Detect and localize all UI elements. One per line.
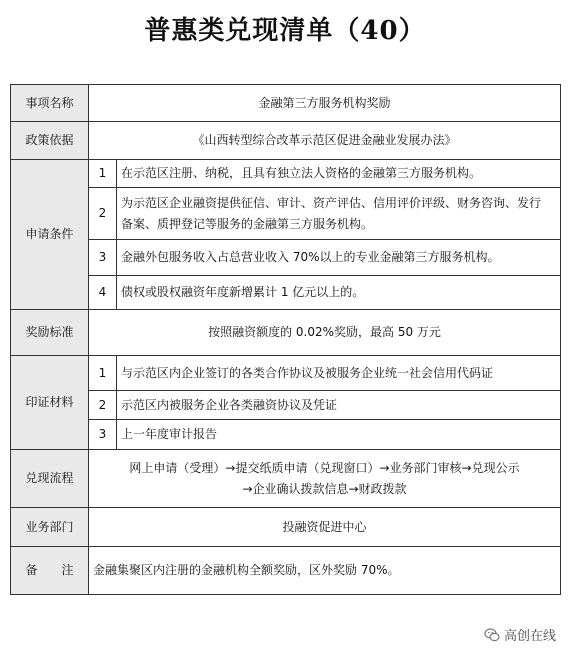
wechat-icon: [484, 627, 500, 643]
material-text: 上一年度审计报告: [117, 420, 561, 450]
row-standard: [11, 310, 561, 356]
remark-value: 金融集聚区内注册的金融机构全额奖励，区外奖励 70%。: [89, 547, 561, 595]
condition-text: 金融外包服务收入占总营业收入 70%以上的专业金融第三方服务机构。: [117, 240, 561, 276]
page-title: 普惠类兑现清单（40）: [144, 16, 426, 46]
process-value: [89, 450, 561, 508]
condition-number: 4: [89, 276, 117, 310]
condition-text-line: 为示范区企业融资提供征信、审计、资产评估、信用评价评级、财务咨询、发行: [121, 195, 542, 210]
material-row: [11, 391, 561, 420]
condition-row: [11, 276, 561, 310]
material-row: [11, 356, 561, 391]
condition-number: 1: [89, 160, 117, 188]
condition-number: 2: [89, 188, 117, 240]
conditions-label: 申请条件: [11, 160, 89, 310]
condition-text: 在示范区注册、纳税，且具有独立法人资格的金融第三方服务机构。: [117, 160, 561, 188]
condition-text: 债权或股权融资年度新增累计 1 亿元以上的。: [117, 276, 561, 310]
department-value: 投融资促进中心: [89, 508, 561, 547]
condition-number: 3: [89, 240, 117, 276]
material-text: 与示范区内企业签订的各类合作协议及被服务企业统一社会信用代码证: [117, 356, 561, 391]
condition-row: [11, 240, 561, 276]
policy-table: [10, 84, 561, 595]
row-policy: [11, 122, 561, 160]
remark-label: 备 注: [11, 547, 89, 595]
condition-text-line: 备案、质押登记等服务的金融第三方服务机构。: [121, 216, 374, 231]
material-row: [11, 420, 561, 450]
policy-value: 《山西转型综合改革示范区促进金融业发展办法》: [89, 122, 561, 160]
item-name-value: 金融第三方服务机构奖励: [89, 85, 561, 122]
condition-text: [117, 188, 561, 240]
row-item-name: [11, 85, 561, 122]
material-text: 示范区内被服务企业各类融资协议及凭证: [117, 391, 561, 420]
department-label: 业务部门: [11, 508, 89, 547]
condition-row: [11, 160, 561, 188]
material-number: 2: [89, 391, 117, 420]
policy-label: 政策依据: [11, 122, 89, 160]
row-process: [11, 450, 561, 508]
watermark: [484, 625, 556, 644]
standard-label: 奖励标准: [11, 310, 89, 356]
process-line: →企业确认拨款信息→财政拨款: [242, 481, 407, 496]
materials-label: 印证材料: [11, 356, 89, 450]
watermark-text: 高创在线: [503, 629, 556, 644]
process-label: 兑现流程: [11, 450, 89, 508]
row-remark: [11, 547, 561, 595]
material-number: 3: [89, 420, 117, 450]
material-number: 1: [89, 356, 117, 391]
row-department: [11, 508, 561, 547]
condition-row: [11, 188, 561, 240]
process-line: 网上申请（受理）→提交纸质申请（兑现窗口）→业务部门审核→兑现公示: [129, 460, 520, 475]
standard-value: 按照融资额度的 0.02%奖励，最高 50 万元: [89, 310, 561, 356]
item-name-label: 事项名称: [11, 85, 89, 122]
